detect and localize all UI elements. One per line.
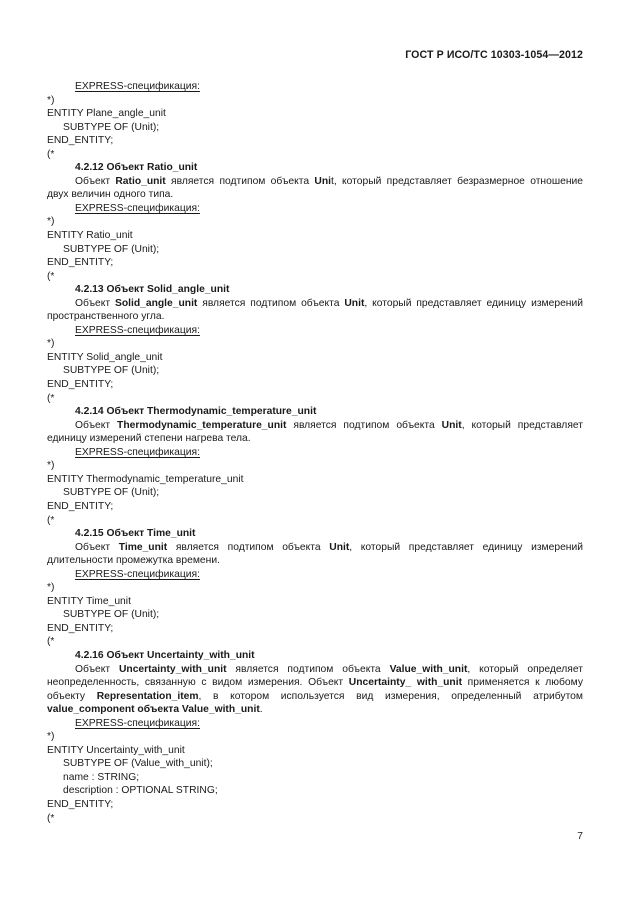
entity-line: ENTITY Plane_angle_unit bbox=[47, 108, 166, 120]
express-spec-label: EXPRESS-спецификация: bbox=[75, 568, 200, 580]
comment-open: (* bbox=[47, 812, 55, 824]
express-spec-label: EXPRESS-спецификация: bbox=[75, 717, 200, 729]
comment-open: (* bbox=[47, 636, 55, 648]
end-entity-line: END_ENTITY; bbox=[47, 135, 114, 147]
end-entity-line: END_ENTITY; bbox=[47, 379, 114, 391]
comment-open: (* bbox=[47, 270, 55, 282]
comment-open: (* bbox=[47, 148, 55, 160]
section-heading: 4.2.15 Объект Time_unit bbox=[75, 528, 196, 540]
subtype-line: SUBTYPE OF (Unit); bbox=[63, 487, 160, 499]
section-paragraph: Объект Ratio_unit является подтипом объекта Unit, который представляет безразмерное отношение двух величин одного типа. bbox=[47, 175, 583, 201]
comment-close: *) bbox=[47, 582, 55, 594]
subtype-line: SUBTYPE OF (Value_with_unit); bbox=[63, 758, 213, 770]
attribute-line: name : STRING; bbox=[63, 771, 140, 783]
comment-close: *) bbox=[47, 731, 55, 743]
section-heading: 4.2.13 Объект Solid_angle_unit bbox=[75, 284, 230, 296]
express-spec-label: EXPRESS-спецификация: bbox=[75, 324, 200, 336]
comment-close: *) bbox=[47, 460, 55, 472]
express-spec-label: EXPRESS-спецификация: bbox=[75, 81, 200, 92]
comment-close: *) bbox=[47, 338, 55, 350]
express-spec-label: EXPRESS-спецификация: bbox=[75, 446, 200, 458]
end-entity-line: END_ENTITY; bbox=[47, 500, 114, 512]
entity-line: ENTITY Uncertainty_with_unit bbox=[47, 744, 185, 756]
end-entity-line: END_ENTITY; bbox=[47, 622, 114, 634]
subtype-line: SUBTYPE OF (Unit); bbox=[63, 609, 160, 621]
section-paragraph: Объект Uncertainty_with_unit является подтипом объекта Value_with_unit, который определяет неопределенность, связанную с видом измерения. Объект Uncertainty_ with_unit применяется к любому объекту Representation_item, в котором используется вид измерения, определенный атрибутом value_component объекта Value_with_unit. bbox=[47, 663, 583, 716]
page-content bbox=[47, 80, 583, 825]
section-heading: 4.2.14 Объект Thermodynamic_temperature_unit bbox=[75, 406, 317, 418]
entity-line: ENTITY Thermodynamic_temperature_unit bbox=[47, 473, 244, 485]
subtype-line: SUBTYPE OF (Unit); bbox=[63, 243, 160, 255]
section-paragraph: Объект Thermodynamic_temperature_unit является подтипом объекта Unit, который представляет единицу измерений степени нагрева тела. bbox=[47, 419, 583, 445]
page-number: 7 bbox=[577, 831, 583, 842]
comment-open: (* bbox=[47, 392, 55, 404]
entity-line: ENTITY Ratio_unit bbox=[47, 230, 133, 242]
end-entity-line: END_ENTITY; bbox=[47, 798, 114, 810]
section-paragraph: Объект Solid_angle_unit является подтипом объекта Unit, который представляет единицу измерений пространственного угла. bbox=[47, 297, 583, 323]
comment-close: *) bbox=[47, 216, 55, 228]
attribute-line: description : OPTIONAL STRING; bbox=[63, 785, 218, 797]
subtype-line: SUBTYPE OF (Unit); bbox=[63, 365, 160, 377]
end-entity-line: END_ENTITY; bbox=[47, 257, 114, 269]
section-heading: 4.2.16 Объект Uncertainty_with_unit bbox=[75, 649, 255, 661]
subtype-line: SUBTYPE OF (Unit); bbox=[63, 121, 160, 133]
document-header: ГОСТ Р ИСО/ТС 10303-1054—2012 bbox=[405, 49, 583, 61]
comment-close: *) bbox=[47, 94, 55, 106]
comment-open: (* bbox=[47, 514, 55, 526]
section-heading: 4.2.12 Объект Ratio_unit bbox=[75, 162, 198, 174]
entity-line: ENTITY Time_unit bbox=[47, 595, 131, 607]
entity-line: ENTITY Solid_angle_unit bbox=[47, 351, 163, 363]
section-paragraph: Объект Time_unit является подтипом объекта Unit, который представляет единицу измерений длительности промежутка времени. bbox=[47, 541, 583, 567]
express-spec-label: EXPRESS-спецификация: bbox=[75, 202, 200, 214]
